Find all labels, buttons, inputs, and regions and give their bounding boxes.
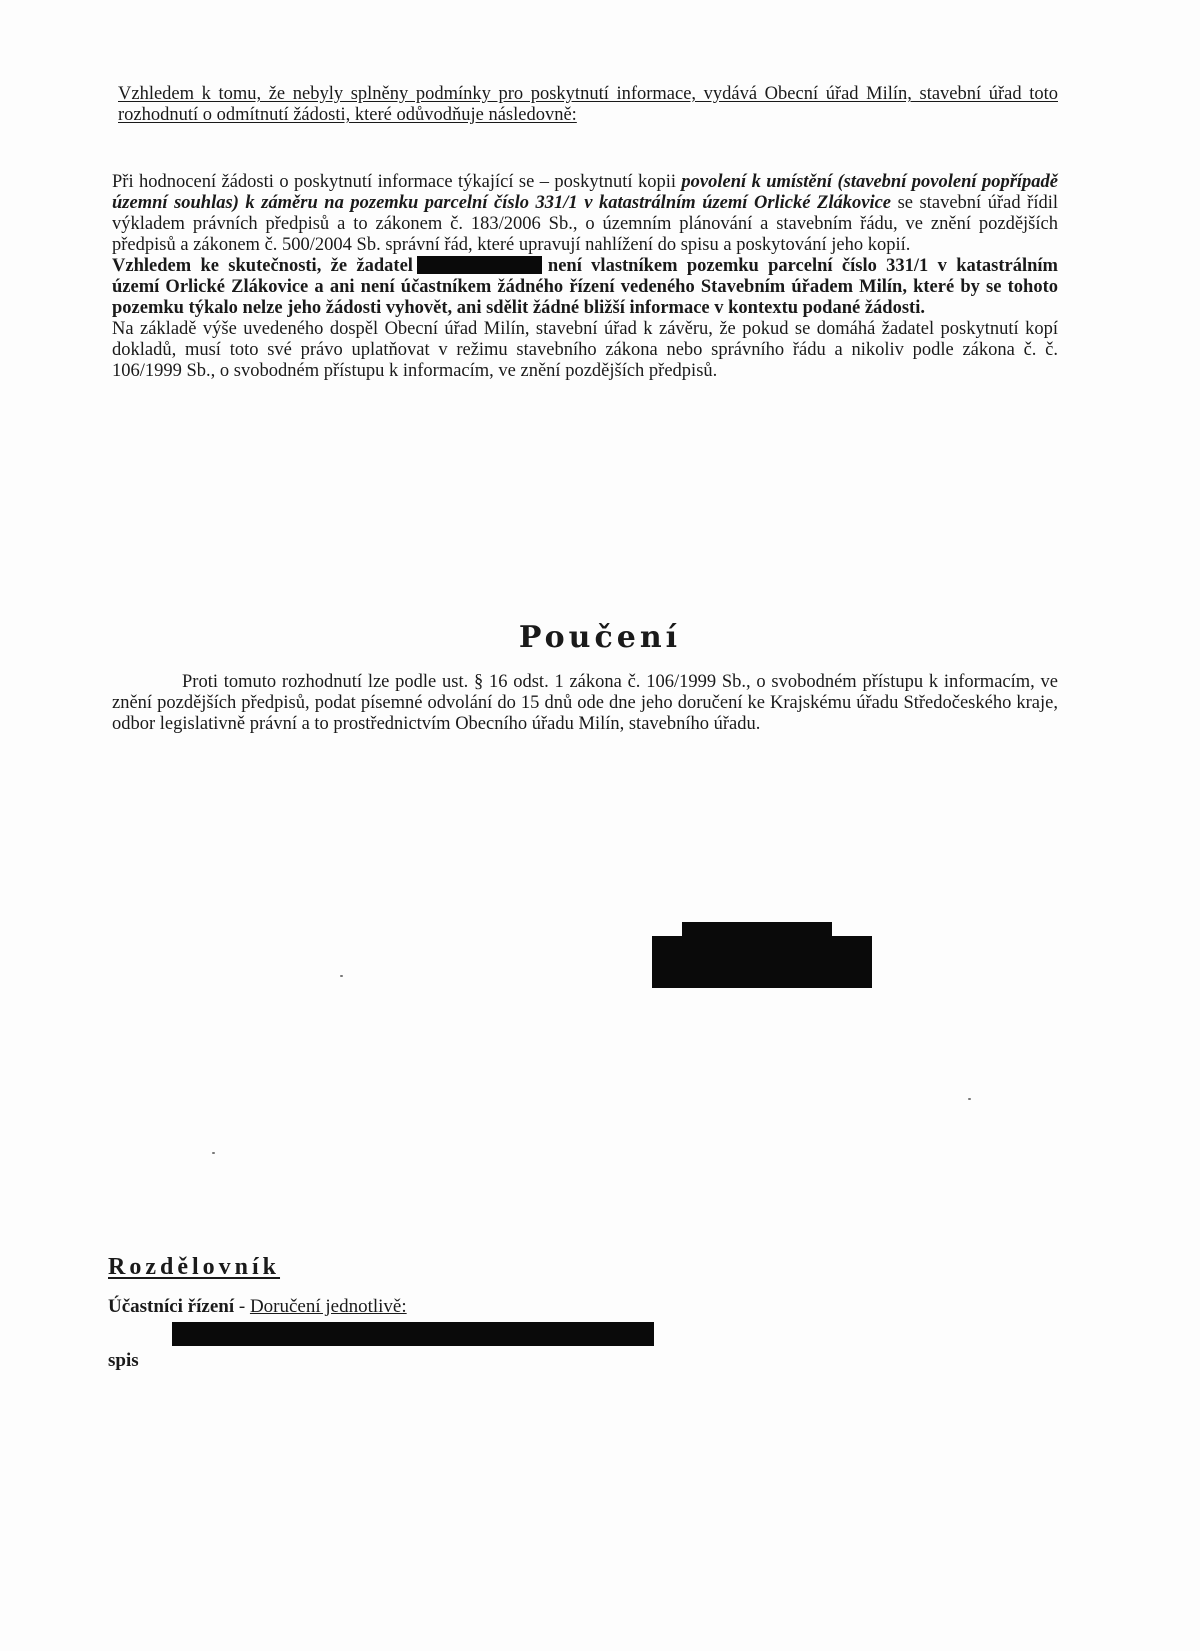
reasoning-paragraph-3: Na základě výše uvedeného dospěl Obecní úřad Milín, stavební úřad k závěru, že pokud se domáhá žadatel poskytnutí kopí dokladů, musí toto své právo uplatňovat v režimu stavebního zákona nebo správního řádu a nikoliv podle zákona č. č. 106/1999 Sb., o svobodném přístupu k informacím, ve znění pozdějších předpisů.: [112, 319, 1058, 381]
participants-separator: -: [234, 1296, 250, 1317]
reasoning-paragraph-1: [112, 172, 1058, 256]
participants-label: Účastníci řízení: [108, 1296, 235, 1317]
reasoning-p1-end: se stavební úřad řídil výkladem právních předpisů a to zákonem č. 183/2006 Sb., o územním plánování a stavebním řádu, ve znění pozdějších předpisů a zákonem č. 500/2004 Sb. správní řád, které upravují nahlížení do spisu a poskytování jeho kopií.: [112, 193, 1059, 255]
reasoning-paragraph-2: [112, 256, 1058, 319]
spis-label: spis: [108, 1350, 139, 1371]
reasoning-p1-subject: povolení k umístění (stavební povolení popřípadě územní souhlas) k záměru na pozemku parcelní číslo 331/1 v katastrálním území Orlické Zlákovice: [112, 172, 1058, 213]
scan-speck: [212, 1152, 215, 1154]
scan-speck: [340, 975, 343, 977]
reasoning-p1-start: Při hodnocení žádosti o poskytnutí informace týkající se – poskytnutí kopii: [112, 172, 682, 192]
recipient-redaction: [172, 1322, 654, 1346]
reasoning-p2-end: není vlastníkem pozemku parcelní číslo 331/1 v katastrálním území Orlické Zlákovice a ani není účastníkem žádného řízení vedeného Stavebním úřadem Milín, které by se tohoto pozemku týkalo nelze jeho žádosti vyhovět, ani sdělit žádné bližší informace v kontextu podané žádosti.: [112, 256, 1058, 318]
pouceni-paragraph: Proti tomuto rozhodnutí lze podle ust. § 16 odst. 1 zákona č. 106/1999 Sb., o svobodném přístupu k informacím, ve znění pozdějších předpisů, podat písemné odvolání do 15 dnů ode dne jeho doručení ke Krajskému úřadu Středočeského kraje, odbor legislativně právní a to prostřednictvím Obecního úřadu Milín, stavebního úřadu.: [112, 672, 1058, 734]
participants-line: [108, 1296, 407, 1318]
applicant-name-redaction: [417, 256, 542, 274]
distribution-heading: Rozdělovník: [108, 1254, 281, 1280]
scan-speck: [968, 1098, 971, 1100]
intro-paragraph: Vzhledem k tomu, že nebyly splněny podmínky pro poskytnutí informace, vydává Obecní úřad Milín, stavební úřad toto rozhodnutí o odmítnutí žádosti, které odůvodňuje následovně:: [118, 84, 1058, 125]
reasoning-p2-start: Vzhledem ke skutečnosti, že žadatel: [112, 256, 413, 276]
pouceni-heading: Poučení: [518, 620, 682, 655]
signature-redaction: [652, 936, 872, 988]
reasoning-section: [112, 172, 1058, 382]
delivery-label: Doručení jednotlivě:: [249, 1296, 407, 1317]
